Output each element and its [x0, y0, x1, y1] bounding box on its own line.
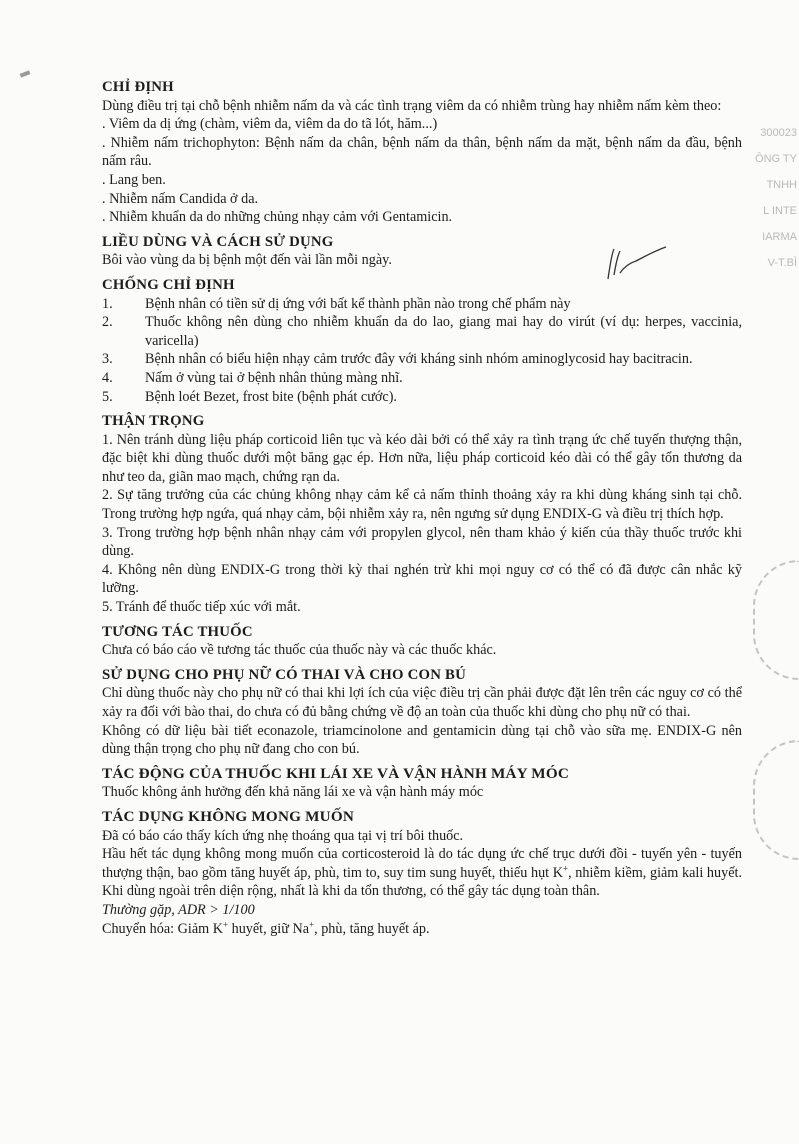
stamp-line: TNHH: [766, 179, 797, 191]
section-title-precautions: THẬN TRỌNG: [102, 413, 205, 430]
stamp-line: L INTE: [763, 205, 797, 217]
indications-intro: Dùng điều trị tại chỗ bệnh nhiễm nấm da và các tình trạng viêm da có nhiễm trùng hay nhiễm nấm kèm theo:: [102, 97, 722, 114]
superscript: +: [222, 918, 229, 929]
section-title-interactions: TƯƠNG TÁC THUỐC: [102, 623, 253, 640]
precaution-item: 4. Không nên dùng ENDIX-G trong thời kỳ thai nghén trừ khi mọi nguy cơ có thể có đã được cân nhắc kỹ lưỡng.: [102, 561, 742, 597]
indication-item: . Viêm da dị ứng (chàm, viêm da, viêm da do tã lót, hăm...): [102, 116, 438, 133]
item-number: 5.: [102, 388, 113, 405]
section-title-driving: TÁC ĐỘNG CỦA THUỐC KHI LÁI XE VÀ VẬN HÀNH MÁY MÓC: [102, 764, 569, 782]
indication-item: . Nhiễm khuẩn da do những chủng nhạy cảm với Gentamicin.: [102, 209, 453, 226]
section-title-side-effects: TÁC DỤNG KHÔNG MONG MUỐN: [102, 807, 355, 825]
superscript: +: [309, 918, 315, 929]
pregnancy-paragraph: Không có dữ liệu bài tiết econazole, triamcinolone and gentamicin dùng tại chỗ vào sữa mẹ. ENDIX-G nên dùng thận trọng cho phụ nữ đang cho con bú.: [102, 722, 742, 758]
contraindication-item: [102, 388, 742, 407]
driving-text: Thuốc không ảnh hưởng đến khả năng lái xe và vận hành máy móc: [102, 784, 484, 801]
company-stamp-partial: [753, 120, 799, 280]
stamp-line: V-T.BÌ: [767, 257, 797, 269]
text-fragment: , nhiễm kiềm, giảm kali huyết. Khi dùng ngoài trên diện rộng, nhất là khi da tổn thương, có thể gây tác dụng toàn thân.: [102, 864, 742, 900]
precaution-item: 2. Sự tăng trưởng của các chủng không nhạy cảm kể cả nấm thỉnh thoảng xảy ra khi dùng kháng sinh tại chỗ. Trong trường hợp ngứa, quá nhạy cảm, bội nhiễm xảy ra, nên ngưng sử dụng ENDIX-G và điều trị thích hợp.: [102, 487, 742, 523]
item-number: 1.: [102, 295, 113, 312]
section-title-indications: CHỈ ĐỊNH: [102, 79, 174, 95]
item-text: Bệnh loét Bezet, frost bite (bệnh phát cước).: [145, 388, 397, 405]
stamp-line: ÔNG TY: [755, 153, 797, 165]
item-text: Bệnh nhân có biểu hiện nhạy cảm trước đây với kháng sinh nhóm aminoglycosid hay bacitracin.: [145, 351, 693, 368]
precaution-item: 3. Trong trường hợp bệnh nhân nhạy cảm với propylen glycol, nên tham khảo ý kiến của thầy thuốc trước khi dùng.: [102, 524, 742, 560]
text-fragment: Hầu hết tác dụng không mong muốn của corticosteroid là do tác dụng ức chế trục dưới đồi - tuyến yên - tuyến thượng thận, bao gồm tăng huyết áp, phù, tim to, suy tim sung huyết, thiếu hụt K: [102, 846, 742, 881]
item-text: Bệnh nhân có tiền sử dị ứng với bất kể thành phần nào trong chế phẩm này: [145, 295, 571, 312]
interactions-text: Chưa có báo cáo về tương tác thuốc của thuốc này và các thuốc khác.: [102, 642, 497, 659]
item-number: 2.: [102, 314, 113, 331]
side-effects-p2: [102, 845, 742, 901]
indication-item: . Lang ben.: [102, 171, 166, 188]
contraindication-item: [102, 350, 742, 369]
text-fragment: , phù, tăng huyết áp.: [314, 920, 430, 937]
superscript: +: [563, 863, 569, 874]
document-page: [102, 78, 742, 938]
section-title-dosage: LIỀU DÙNG VÀ CÁCH SỬ DỤNG: [102, 233, 334, 250]
section-title-contraindications: CHỐNG CHỈ ĐỊNH: [102, 276, 235, 293]
contraindication-item: [102, 295, 742, 314]
text-fragment: Chuyển hóa: Giảm K: [102, 920, 223, 937]
item-number: 3.: [102, 351, 113, 368]
section-title-pregnancy: SỬ DỤNG CHO PHỤ NỮ CÓ THAI VÀ CHO CON BÚ: [102, 666, 466, 683]
item-text: Thuốc không nên dùng cho nhiễm khuẩn da do lao, giang mai hay do virút (ví dụ: herpes, vaccinia, varicella): [145, 314, 742, 349]
contraindication-item: [102, 313, 742, 350]
item-text: Nấm ở vùng tai ở bệnh nhân thủng màng nhĩ.: [145, 369, 403, 386]
text-fragment: huyết, giữ Na: [228, 920, 310, 937]
side-effects-frequency: Thường gặp, ADR > 1/100: [102, 901, 255, 918]
precaution-item: 5. Tránh để thuốc tiếp xúc với mắt.: [102, 599, 301, 616]
side-effects-p1: Đã có báo cáo thấy kích ứng nhẹ thoáng qua tại vị trí bôi thuốc.: [102, 827, 464, 844]
scan-mark: [20, 70, 31, 77]
indication-item: . Nhiễm nấm trichophyton: Bệnh nấm da chân, bệnh nấm da thân, bệnh nấm da mặt, bệnh nấm da đầu, bệnh nấm râu.: [102, 134, 742, 170]
seal-stamp-partial: [753, 560, 799, 680]
side-effects-metabolism: [102, 920, 742, 939]
indication-item: . Nhiễm nấm Candida ở da.: [102, 190, 259, 207]
pregnancy-paragraph: Chỉ dùng thuốc này cho phụ nữ có thai khi lợi ích của việc điều trị cần phải được đặt lên trên các nguy cơ có thể xảy ra đối với bào thai, do chưa có đủ bằng chứng về độ an toàn của thuốc khi dùng cho phụ nữ có thai.: [102, 685, 742, 720]
item-number: 4.: [102, 369, 113, 386]
dosage-text: Bôi vào vùng da bị bệnh một đến vài lần mỗi ngày.: [102, 252, 392, 269]
stamp-line: 300023: [760, 127, 797, 139]
precaution-item: 1. Nên tránh dùng liệu pháp corticoid liên tục và kéo dài bởi có thể xảy ra tình trạng ức chế tuyến thượng thận, đặc biệt khi dùng thuốc dưới một băng gạc ép. Hơn nữa, liệu pháp corticoid kéo dài có thể gây tổn thương da như teo da, giãn mao mạch, chứng rạn da.: [102, 431, 742, 485]
seal-stamp-partial: [753, 740, 799, 860]
stamp-line: IARMA: [762, 231, 797, 243]
contraindication-item: [102, 369, 742, 388]
